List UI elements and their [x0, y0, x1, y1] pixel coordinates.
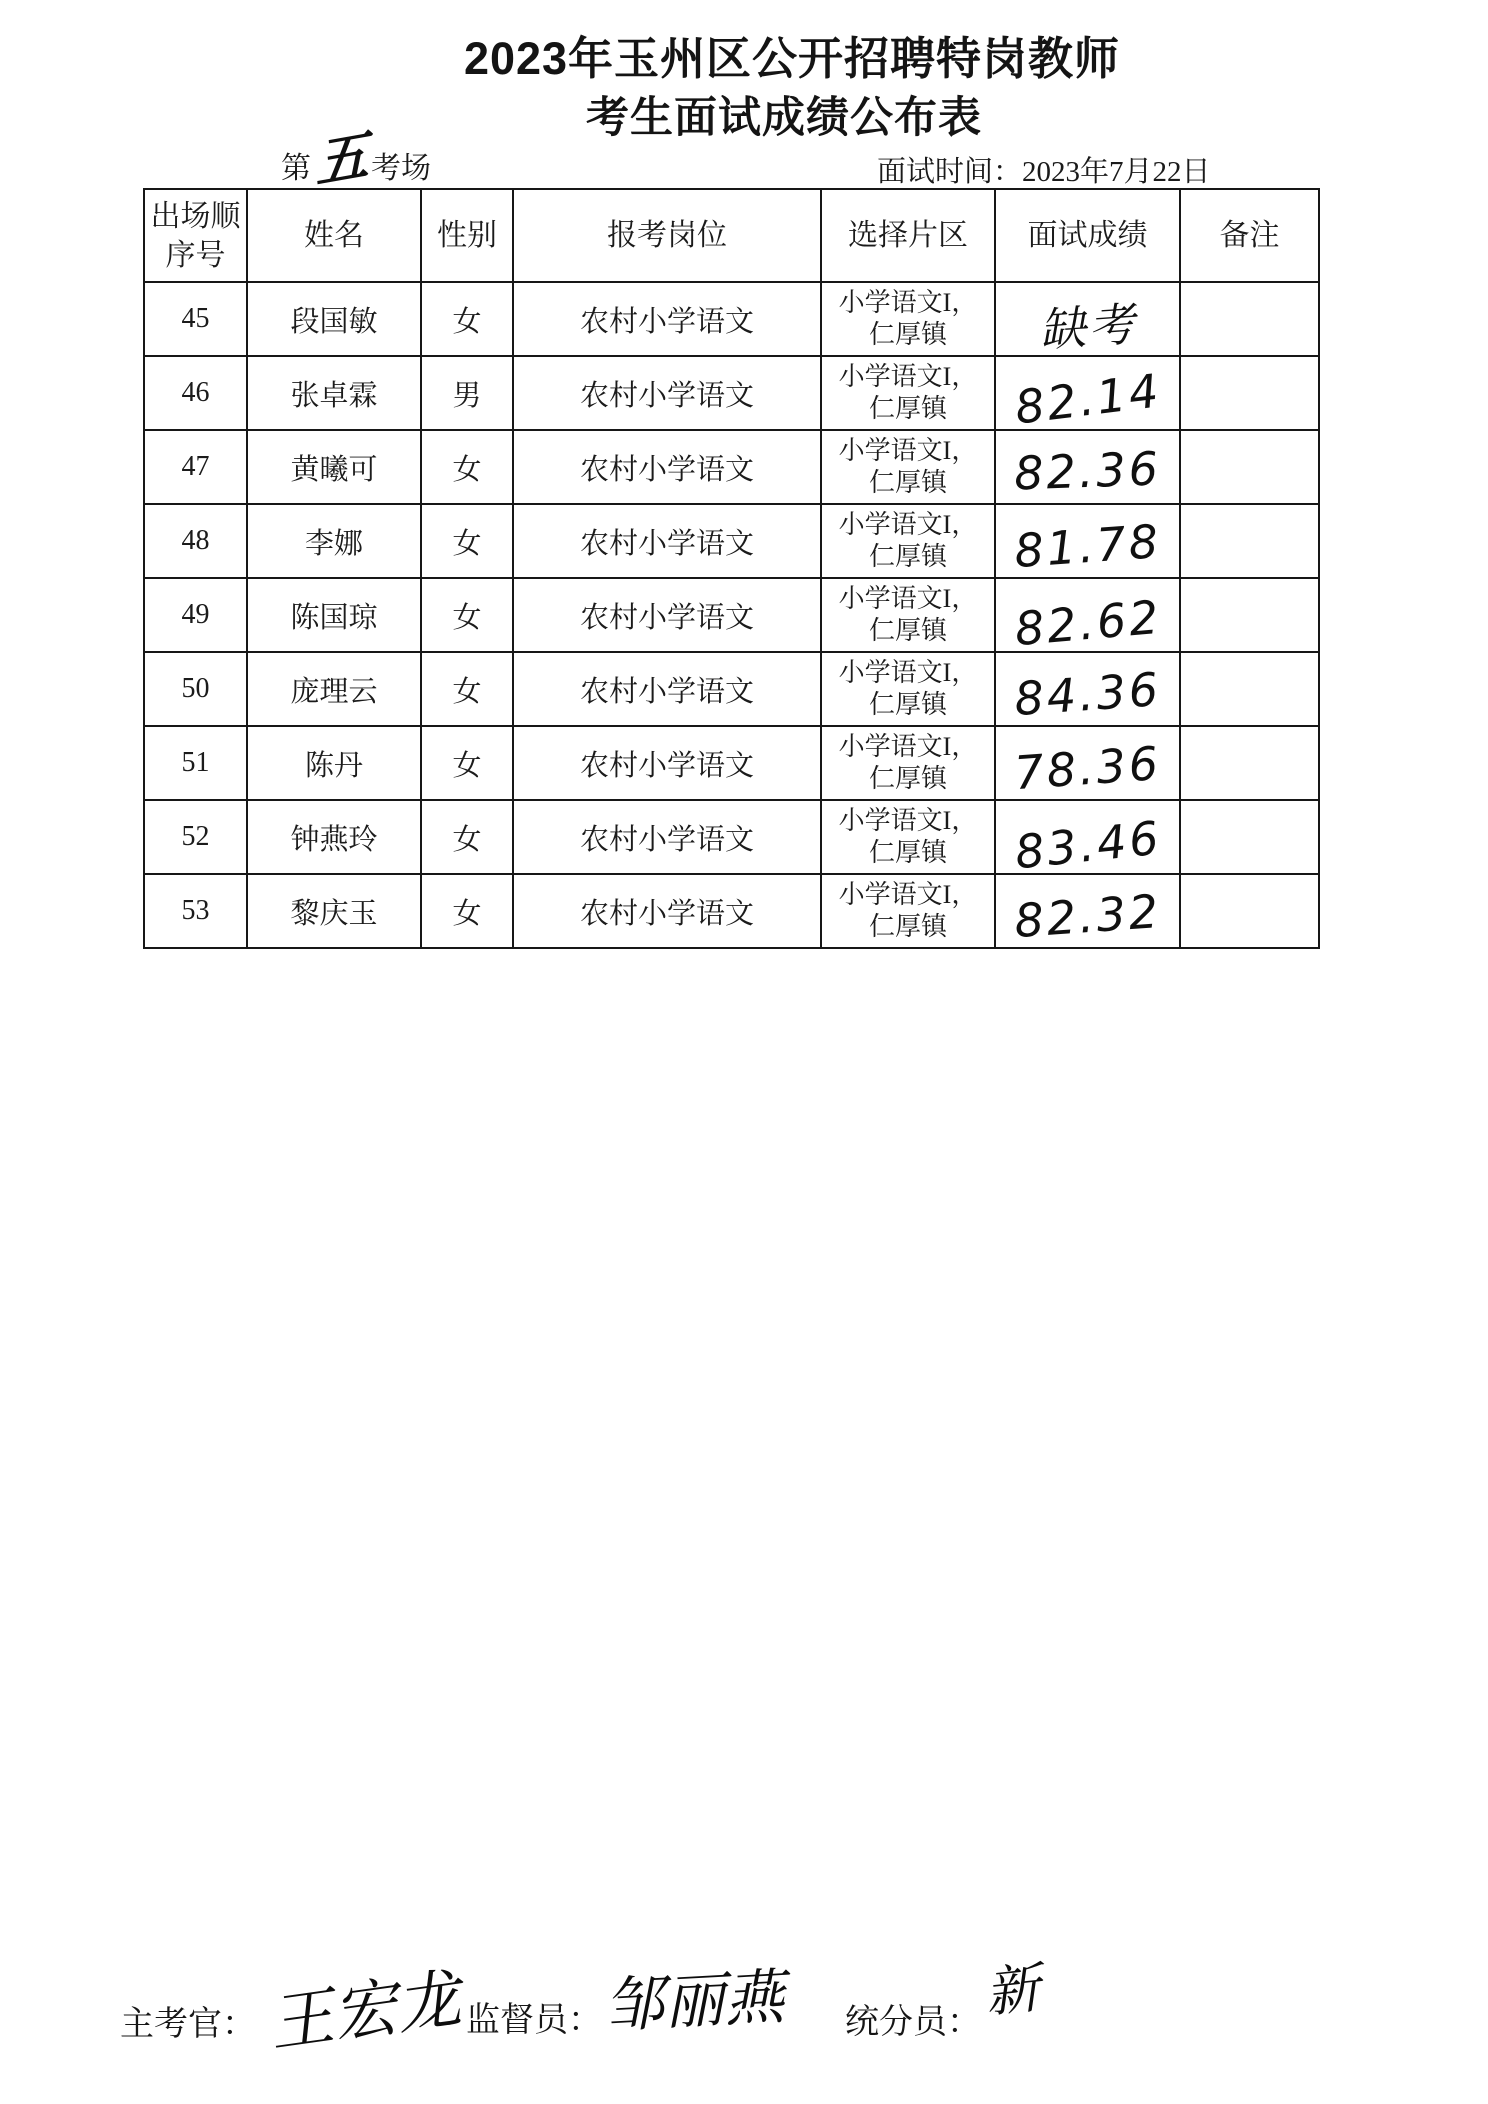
header-gender: 性别: [421, 189, 513, 282]
table-row: [144, 356, 1319, 430]
cell-remark: [1180, 874, 1319, 948]
district-line1: 小学语文I，: [838, 805, 978, 835]
cell-gender: 女: [421, 578, 513, 652]
handwritten-score: 84.36: [1012, 661, 1163, 727]
table-body: [144, 282, 1319, 948]
cell-order: 52: [144, 800, 247, 874]
district-line1: 小学语文I，: [838, 287, 978, 317]
district-line2: 仁厚镇: [868, 912, 947, 941]
cell-remark: [1180, 356, 1319, 430]
cell-score: [995, 652, 1180, 726]
cell-order: 50: [144, 652, 247, 726]
table-row: [144, 800, 1319, 874]
cell-order: 46: [144, 356, 247, 430]
table-row: [144, 652, 1319, 726]
cell-gender: 女: [421, 652, 513, 726]
cell-order: 45: [144, 282, 247, 356]
score-counter-label: 统分员：: [845, 2004, 981, 2041]
table-row: [144, 504, 1319, 578]
chief-examiner-label: 主考官：: [120, 2006, 256, 2043]
handwritten-score: 82.14: [1012, 363, 1165, 435]
header-score: 面试成绩: [995, 189, 1180, 282]
cell-score: [995, 504, 1180, 578]
cell-name: 黄曦可: [247, 430, 421, 504]
handwritten-room-number: 五: [314, 123, 370, 196]
cell-gender: 女: [421, 504, 513, 578]
handwritten-score: 82.62: [1012, 589, 1164, 657]
handwritten-score: 78.36: [1012, 735, 1163, 801]
cell-gender: 女: [421, 282, 513, 356]
header-order: 出场顺 序号: [144, 189, 247, 282]
page-subtitle: 考生面试成绩公布表: [586, 94, 982, 142]
cell-position: 农村小学语文: [513, 874, 821, 948]
cell-position: 农村小学语文: [513, 726, 821, 800]
header-remark: 备注: [1180, 189, 1319, 282]
cell-district: [821, 356, 995, 430]
handwritten-score: 缺考: [1037, 296, 1139, 358]
chief-examiner-signature: 王宏龙: [264, 1961, 466, 2062]
cell-order: 49: [144, 578, 247, 652]
cell-score: [995, 874, 1180, 948]
cell-name: 陈丹: [247, 726, 421, 800]
cell-name: 段国敏: [247, 282, 421, 356]
cell-name: 钟燕玲: [247, 800, 421, 874]
cell-remark: [1180, 282, 1319, 356]
cell-position: 农村小学语文: [513, 282, 821, 356]
cell-position: 农村小学语文: [513, 578, 821, 652]
cell-position: 农村小学语文: [513, 356, 821, 430]
cell-position: 农村小学语文: [513, 652, 821, 726]
cell-order: 48: [144, 504, 247, 578]
cell-district: [821, 874, 995, 948]
table-row: [144, 874, 1319, 948]
district-line1: 小学语文I，: [838, 657, 978, 687]
cell-order: 51: [144, 726, 247, 800]
district-line1: 小学语文I，: [838, 879, 978, 909]
district-line2: 仁厚镇: [868, 394, 947, 423]
handwritten-score: 83.46: [1012, 810, 1165, 880]
district-line2: 仁厚镇: [868, 838, 947, 867]
cell-gender: 女: [421, 726, 513, 800]
cell-score: [995, 578, 1180, 657]
table-header: [144, 189, 1319, 282]
cell-remark: [1180, 504, 1319, 578]
cell-district: [821, 800, 995, 874]
table-row: [144, 578, 1319, 652]
cell-name: 张卓霖: [247, 356, 421, 430]
header-name: 姓名: [247, 189, 421, 282]
cell-district: [821, 504, 995, 578]
table-header-row: [144, 189, 1319, 282]
cell-gender: 男: [421, 356, 513, 430]
cell-position: 农村小学语文: [513, 800, 821, 874]
district-line2: 仁厚镇: [868, 468, 947, 497]
district-line2: 仁厚镇: [868, 320, 947, 349]
cell-score: [995, 726, 1180, 800]
interview-time: 面试时间：2023年7月22日: [877, 156, 1211, 188]
score-table: [143, 188, 1320, 949]
district-line2: 仁厚镇: [868, 690, 947, 719]
cell-position: 农村小学语文: [513, 430, 821, 504]
supervisor-label: 监督员：: [466, 2002, 602, 2039]
cell-district: [821, 430, 995, 504]
exam-room-suffix: 考场: [371, 152, 431, 185]
cell-gender: 女: [421, 430, 513, 504]
cell-remark: [1180, 578, 1319, 652]
score-counter-signature: 新: [982, 1956, 1043, 2025]
cell-score: [995, 356, 1180, 435]
cell-order: 47: [144, 430, 247, 504]
cell-district: [821, 578, 995, 652]
cell-order: 53: [144, 874, 247, 948]
cell-district: [821, 652, 995, 726]
cell-name: 黎庆玉: [247, 874, 421, 948]
district-line2: 仁厚镇: [868, 616, 947, 645]
exam-room-prefix: 第: [281, 152, 311, 185]
cell-position: 农村小学语文: [513, 504, 821, 578]
district-line1: 小学语文I，: [838, 361, 978, 391]
cell-district: [821, 282, 995, 356]
cell-score: [995, 800, 1180, 880]
cell-remark: [1180, 430, 1319, 504]
district-line1: 小学语文I，: [838, 583, 978, 613]
cell-name: 陈国琼: [247, 578, 421, 652]
supervisor-signature: 邹丽燕: [602, 1962, 786, 2042]
cell-gender: 女: [421, 874, 513, 948]
handwritten-score: 82.36: [1013, 441, 1162, 501]
cell-remark: [1180, 800, 1319, 874]
cell-score: [995, 282, 1180, 356]
page-title: 2023年玉州区公开招聘特岗教师: [463, 33, 1121, 84]
cell-gender: 女: [421, 800, 513, 874]
district-line1: 小学语文I，: [838, 509, 978, 539]
table-row: [144, 726, 1319, 800]
handwritten-score: 82.32: [1012, 883, 1163, 949]
cell-score: [995, 430, 1180, 504]
handwritten-score: 81.78: [1012, 513, 1163, 579]
district-line1: 小学语文I，: [838, 435, 978, 465]
table-row: [144, 430, 1319, 504]
district-line2: 仁厚镇: [868, 542, 947, 571]
cell-remark: [1180, 726, 1319, 800]
header-district: 选择片区: [821, 189, 995, 282]
district-line2: 仁厚镇: [868, 764, 947, 793]
cell-remark: [1180, 652, 1319, 726]
exam-room-line: [281, 123, 431, 196]
cell-name: 李娜: [247, 504, 421, 578]
cell-district: [821, 726, 995, 800]
header-position: 报考岗位: [513, 189, 821, 282]
cell-name: 庞理云: [247, 652, 421, 726]
signature-footer: [0, 1956, 1488, 2104]
district-line1: 小学语文I，: [838, 731, 978, 761]
table-row: [144, 282, 1319, 356]
